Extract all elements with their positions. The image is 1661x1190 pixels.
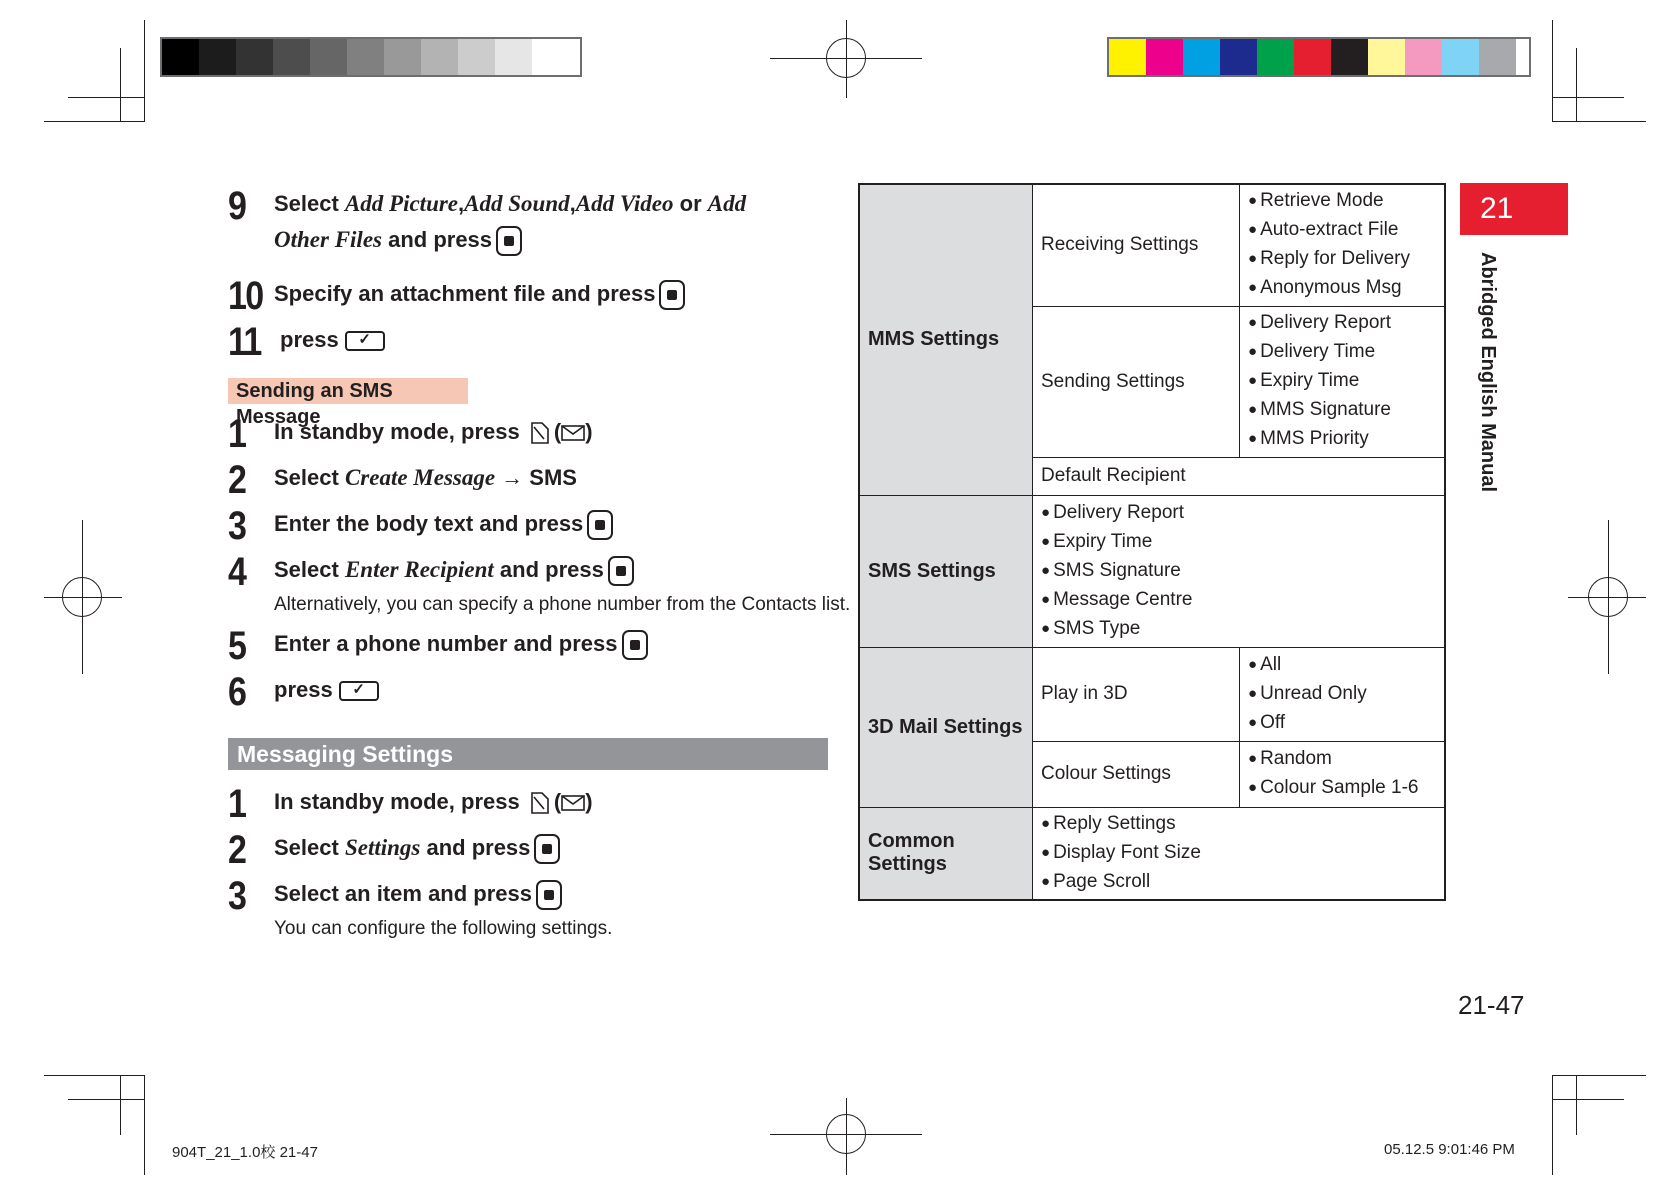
chapter-tab: 21	[1460, 183, 1568, 235]
settings-table	[858, 183, 1446, 901]
color-swatch	[236, 39, 273, 75]
center-key-icon	[608, 556, 634, 586]
option-item: ● Reply for Delivery	[1248, 245, 1436, 274]
center-key-icon	[496, 226, 522, 256]
envelope-icon	[561, 791, 585, 815]
color-swatch	[162, 39, 199, 75]
option-item: ● Reply Settings	[1041, 810, 1436, 839]
crop-mark	[1576, 1075, 1577, 1135]
center-key-icon	[536, 880, 562, 910]
option-item: ● Message Centre	[1041, 586, 1436, 615]
section-heading-sms: Sending an SMS Message	[228, 378, 468, 404]
page-number: 21-47	[1458, 990, 1525, 1020]
option-item: ● Delivery Time	[1248, 338, 1436, 367]
color-swatch	[495, 39, 532, 75]
center-key-icon	[587, 510, 613, 540]
crop-mark	[1552, 121, 1646, 122]
option-item: ● Colour Sample 1-6	[1248, 774, 1436, 803]
step-text	[274, 189, 746, 219]
color-swatch	[384, 39, 421, 75]
color-swatch	[1442, 39, 1479, 75]
color-bar	[1107, 37, 1531, 77]
crop-mark	[1552, 1075, 1553, 1175]
step-text: Specify an attachment file and press	[274, 279, 685, 310]
registration-mark	[62, 577, 102, 617]
color-swatch	[310, 39, 347, 75]
option-item: ● Auto-extract File	[1248, 216, 1436, 245]
step-text-part: Add Picture	[344, 191, 459, 216]
color-swatch	[421, 39, 458, 75]
side-label: Abridged English Manual	[1477, 252, 1499, 493]
option-list	[1240, 306, 1446, 457]
color-swatch	[1183, 39, 1220, 75]
step-text-part: ,	[569, 191, 576, 216]
step-text-part: Other Files	[274, 227, 382, 252]
section-heading-messaging-settings: Messaging Settings	[228, 738, 828, 770]
color-swatch	[1405, 39, 1442, 75]
footer-file-info: 904T_21_1.0校 21-47	[172, 1144, 318, 1161]
center-key-icon	[534, 834, 560, 864]
crop-mark	[68, 97, 144, 98]
option-item: ● Anonymous Msg	[1248, 274, 1436, 303]
option-item: ● SMS Type	[1041, 615, 1436, 644]
step-number: 1	[228, 412, 246, 456]
step-text	[274, 225, 522, 256]
option-item: ● MMS Priority	[1248, 425, 1436, 454]
grayscale-bar	[160, 37, 582, 77]
color-swatch	[1294, 39, 1331, 75]
step-number: 4	[228, 550, 246, 594]
step-text-part: Select	[274, 191, 345, 216]
step-text-part: Add Sound	[464, 191, 570, 216]
step-note: Alternatively, you can specify a phone number from the Contacts list.	[274, 594, 851, 615]
option-item: ● SMS Signature	[1041, 557, 1436, 586]
step-text: press ✓	[274, 675, 379, 705]
color-swatch	[273, 39, 310, 75]
option-item: ● Delivery Report	[1041, 499, 1436, 528]
step-number: 1	[228, 782, 246, 826]
option-list	[1033, 807, 1446, 900]
step-number: 2	[228, 828, 246, 872]
color-swatch	[458, 39, 495, 75]
option-item: ● Page Scroll	[1041, 868, 1436, 897]
subcategory: Default Recipient	[1033, 457, 1446, 495]
option-item: ● Delivery Report	[1248, 309, 1436, 338]
category-mms: MMS Settings	[859, 184, 1033, 495]
mail-key-icon	[530, 791, 550, 815]
step-text: Select Settings and press	[274, 833, 560, 864]
color-swatch	[1109, 39, 1146, 75]
option-list	[1033, 495, 1446, 647]
step-text-part: Add Video	[575, 191, 674, 216]
subcategory: Receiving Settings	[1033, 184, 1240, 306]
color-swatch	[1368, 39, 1405, 75]
step-number: 10	[228, 274, 263, 318]
registration-mark	[826, 38, 866, 78]
crop-mark	[44, 121, 144, 122]
step-number: 3	[228, 504, 246, 548]
step-text-part: Add	[707, 191, 747, 216]
step-text: In standby mode, press ( )	[274, 789, 593, 814]
crop-mark	[144, 1075, 145, 1175]
category-sms: SMS Settings	[859, 495, 1033, 647]
option-list	[1240, 647, 1446, 741]
color-swatch	[1331, 39, 1368, 75]
crop-mark	[1552, 97, 1624, 98]
step-number: 3	[228, 874, 246, 918]
send-key-icon: ✓	[345, 331, 385, 351]
option-item: ● Retrieve Mode	[1248, 187, 1436, 216]
step-text: Select an item and press	[274, 879, 562, 910]
color-swatch	[1220, 39, 1257, 75]
subcategory: Sending Settings	[1033, 306, 1240, 457]
crop-mark	[120, 48, 121, 121]
step-text: Enter the body text and press	[274, 509, 613, 540]
step-text: In standby mode, press ( )	[274, 419, 593, 444]
step-text-part: and press	[381, 227, 493, 252]
crop-mark	[44, 1075, 144, 1076]
step-text: press ✓	[280, 325, 385, 355]
step-text: Select Enter Recipient and press	[274, 555, 634, 586]
color-swatch	[1479, 39, 1516, 75]
color-swatch	[199, 39, 236, 75]
crop-mark	[144, 20, 145, 122]
send-key-icon: ✓	[339, 681, 379, 701]
option-list	[1240, 184, 1446, 306]
envelope-icon	[561, 421, 585, 445]
option-item: ● MMS Signature	[1248, 396, 1436, 425]
option-item: ● Expiry Time	[1248, 367, 1436, 396]
registration-mark	[1588, 577, 1628, 617]
step-text-part: ,	[458, 191, 465, 216]
crop-mark	[68, 1099, 144, 1100]
step-number: 11	[228, 320, 261, 364]
color-swatch	[347, 39, 384, 75]
color-swatch	[1146, 39, 1183, 75]
step-number: 2	[228, 458, 246, 502]
registration-mark	[826, 1114, 866, 1154]
color-swatch	[532, 39, 569, 75]
category-common: Common Settings	[859, 807, 1033, 900]
option-list	[1240, 741, 1446, 807]
footer-timestamp: 05.12.5 9:01:46 PM	[1384, 1141, 1515, 1158]
crop-mark	[1552, 1099, 1624, 1100]
subcategory: Colour Settings	[1033, 741, 1240, 807]
option-item: ● All	[1248, 651, 1436, 680]
category-3d-mail: 3D Mail Settings	[859, 647, 1033, 807]
color-swatch	[1257, 39, 1294, 75]
center-key-icon	[622, 630, 648, 660]
crop-mark	[120, 1075, 121, 1135]
center-key-icon	[659, 280, 685, 310]
option-item: ● Unread Only	[1248, 680, 1436, 709]
step-number: 6	[228, 670, 246, 714]
step-text: Select Create Message → SMS	[274, 465, 577, 490]
step-number: 9	[228, 184, 246, 228]
step-text: Enter a phone number and press	[274, 629, 648, 660]
crop-mark	[1552, 20, 1553, 122]
option-item: ● Off	[1248, 709, 1436, 738]
option-item: ● Random	[1248, 745, 1436, 774]
crop-mark	[1552, 1075, 1646, 1076]
step-number: 5	[228, 624, 246, 668]
crop-mark	[1576, 48, 1577, 121]
step-note: You can configure the following settings.	[274, 918, 613, 939]
subcategory: Play in 3D	[1033, 647, 1240, 741]
option-item: ● Expiry Time	[1041, 528, 1436, 557]
mail-key-icon	[530, 421, 550, 445]
option-item: ● Display Font Size	[1041, 839, 1436, 868]
step-text-part: or	[673, 191, 708, 216]
